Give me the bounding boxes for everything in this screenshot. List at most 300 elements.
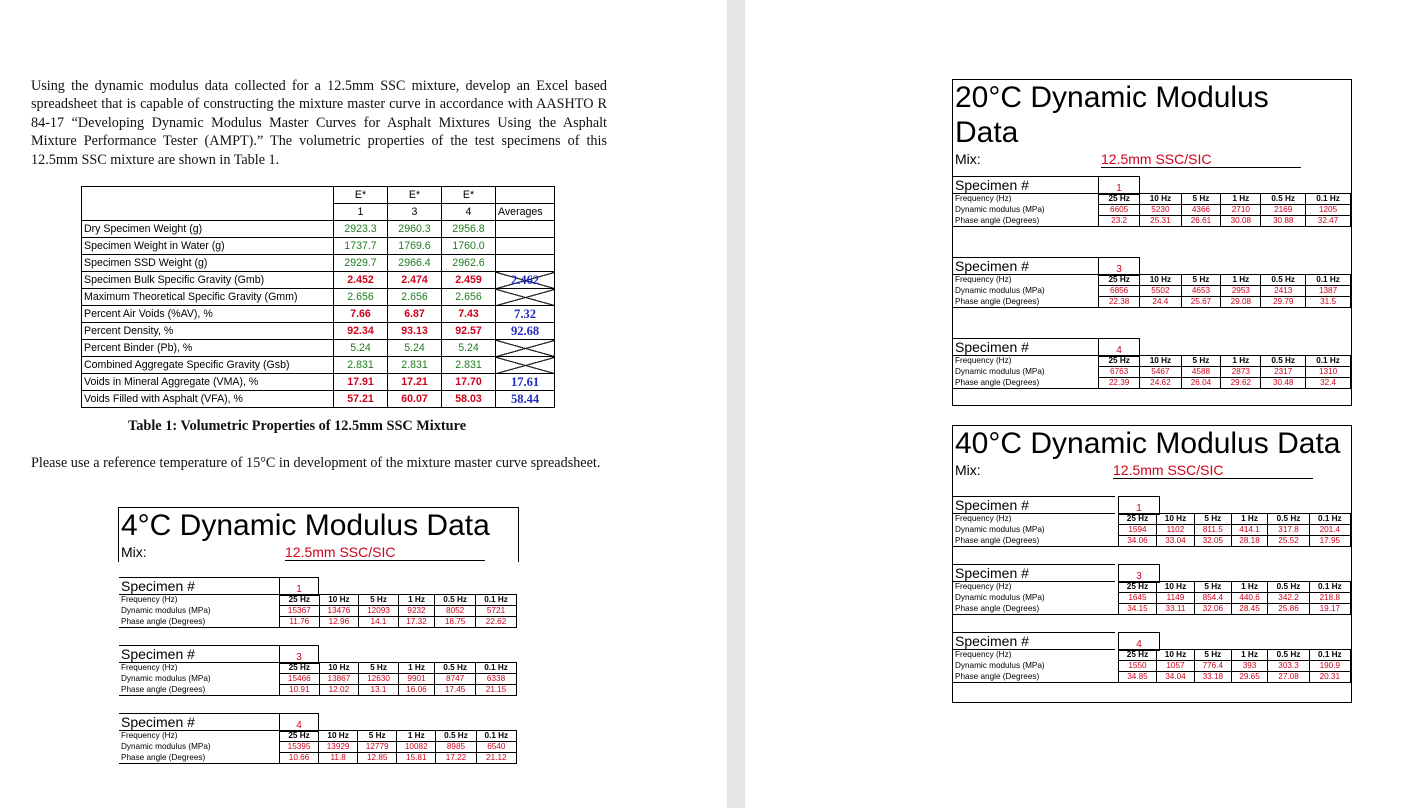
average-cell (496, 238, 555, 255)
phase-cell: 33.18 (1194, 672, 1231, 683)
phase-cell: 19.17 (1309, 604, 1350, 615)
mix-row (953, 461, 1351, 480)
row-label: Dynamic modulus (MPa) (955, 525, 1045, 534)
row-label: Dynamic modulus (MPa) (121, 606, 211, 615)
frequency-cell: 25 Hz (1119, 514, 1157, 525)
phase-cell: 13.1 (359, 685, 399, 696)
modulus-cell: 342.2 (1268, 593, 1309, 604)
phase-cell: 28.45 (1231, 604, 1268, 615)
modulus-cell: 2710 (1221, 205, 1261, 216)
header-estar: E* (442, 187, 496, 204)
row-label: Frequency (Hz) (955, 275, 1012, 284)
row-label: Phase angle (Degrees) (119, 753, 280, 764)
cell-value: 2.452 (334, 272, 388, 289)
cell-value: 58.03 (442, 391, 496, 408)
modulus-cell: 13476 (319, 606, 359, 617)
specimen-section (953, 257, 1351, 338)
cell-value: 2962.6 (442, 255, 496, 272)
frequency-cell: 0.1 Hz (1306, 194, 1351, 205)
table-row (82, 221, 555, 238)
table-row (82, 238, 555, 255)
phase-cell: 14.1 (359, 617, 399, 628)
specimen-section (953, 632, 1351, 700)
phase-cell: 25.67 (1181, 297, 1221, 308)
frequency-row (953, 650, 1351, 661)
frequency-cell: 25 Hz (280, 595, 320, 606)
frequency-row (953, 582, 1351, 593)
frequency-cell: 25 Hz (1119, 582, 1157, 593)
cell-value: 2.831 (442, 357, 496, 374)
frequency-cell: 0.5 Hz (1268, 582, 1309, 593)
specimen-label: Specimen # (953, 564, 1115, 582)
specimen-label: Specimen # (119, 645, 281, 663)
specimen-section (953, 496, 1351, 564)
frequency-cell: 5 Hz (1181, 356, 1221, 367)
phase-cell: 34.85 (1119, 672, 1157, 683)
phase-cell: 31.5 (1306, 297, 1351, 308)
modulus-cell: 6763 (1099, 367, 1140, 378)
cell-value: 2.831 (334, 357, 388, 374)
cell-value: 1769.6 (388, 238, 442, 255)
modulus-cell: 12779 (358, 742, 397, 753)
specimen-section (119, 713, 517, 781)
table-row (82, 340, 555, 357)
phase-cell: 17.32 (398, 617, 434, 628)
mix-value: 12.5mm SSC/SIC (1113, 462, 1313, 479)
phase-cell: 23.2 (1099, 216, 1140, 227)
modulus-cell: 1594 (1119, 525, 1157, 536)
row-label: Specimen SSD Weight (g) (82, 255, 334, 272)
mix-value: 12.5mm SSC/SIC (1101, 151, 1301, 168)
modulus-cell: 776.4 (1194, 661, 1231, 672)
cell-value: 2.474 (388, 272, 442, 289)
row-label: Phase angle (Degrees) (119, 685, 280, 696)
specimen-label: Specimen # (119, 713, 281, 731)
modulus-cell: 8985 (436, 742, 476, 753)
specimen-label: Specimen # (953, 338, 1115, 356)
dynamic-modulus-block-20c (952, 79, 1352, 406)
cell-value: 2.459 (442, 272, 496, 289)
row-label: Frequency (Hz) (121, 595, 178, 604)
modulus-row (953, 286, 1351, 297)
phase-cell: 30.48 (1261, 378, 1306, 389)
phase-cell: 12.85 (358, 753, 397, 764)
specimen-number: 1 (1098, 176, 1140, 195)
frequency-cell: 5 Hz (1194, 514, 1231, 525)
average-cell: 58.44 (496, 391, 555, 408)
row-label: Dynamic modulus (MPa) (955, 661, 1045, 670)
phase-cell: 28.18 (1231, 536, 1268, 547)
modulus-cell: 4588 (1181, 367, 1221, 378)
reference-temperature-paragraph: Please use a reference temperature of 15°C in development of the mixture master curve spreadsheet. (31, 455, 601, 471)
phase-row (119, 617, 517, 628)
specimen-label: Specimen # (953, 257, 1115, 275)
modulus-cell: 1102 (1156, 525, 1194, 536)
frequency-cell: 25 Hz (1119, 650, 1157, 661)
phase-cell: 27.08 (1268, 672, 1309, 683)
modulus-cell: 6540 (476, 742, 516, 753)
cell-value: 5.24 (442, 340, 496, 357)
frequency-cell: 0.5 Hz (435, 663, 476, 674)
row-label: Percent Density, % (82, 323, 334, 340)
frequency-cell: 1 Hz (1221, 356, 1261, 367)
frequency-cell: 1 Hz (1231, 650, 1268, 661)
modulus-cell: 9901 (398, 674, 434, 685)
modulus-cell: 15395 (280, 742, 319, 753)
frequency-cell: 0.5 Hz (1261, 275, 1306, 286)
phase-cell: 20.31 (1309, 672, 1350, 683)
modulus-cell: 5467 (1140, 367, 1181, 378)
frequency-cell: 25 Hz (1099, 194, 1140, 205)
block-title: 20°C Dynamic Modulus Data (955, 81, 1269, 149)
specimen-data-table (119, 730, 517, 764)
table-row (82, 374, 555, 391)
mix-row (953, 150, 1351, 169)
mix-label: Mix: (121, 544, 147, 560)
average-cell (496, 221, 555, 238)
modulus-cell: 5230 (1140, 205, 1181, 216)
frequency-cell: 0.5 Hz (1268, 650, 1309, 661)
specimen-section (953, 338, 1351, 419)
modulus-cell: 4366 (1181, 205, 1221, 216)
phase-cell: 21.12 (476, 753, 516, 764)
frequency-row (119, 663, 517, 674)
phase-cell: 32.06 (1194, 604, 1231, 615)
phase-cell: 12.96 (319, 617, 359, 628)
row-label: Frequency (Hz) (955, 194, 1012, 203)
row-label: Dynamic modulus (MPa) (955, 367, 1045, 376)
phase-cell: 29.79 (1261, 297, 1306, 308)
specimen-data-table (953, 581, 1351, 615)
header-blank-avg (496, 187, 555, 204)
row-label: Phase angle (Degrees) (953, 378, 1099, 389)
frequency-cell: 10 Hz (1156, 650, 1194, 661)
phase-cell: 21.15 (476, 685, 517, 696)
average-cell (496, 255, 555, 272)
cell-value: 1737.7 (334, 238, 388, 255)
frequency-cell: 1 Hz (398, 595, 434, 606)
frequency-cell: 5 Hz (358, 731, 397, 742)
specimen-data-table (953, 513, 1351, 547)
frequency-cell: 5 Hz (1194, 650, 1231, 661)
table-row (82, 306, 555, 323)
modulus-row (953, 525, 1351, 536)
phase-cell: 34.04 (1156, 672, 1194, 683)
cell-value: 93.13 (388, 323, 442, 340)
frequency-row (953, 514, 1351, 525)
specimen-number: 3 (1118, 564, 1160, 583)
modulus-cell: 1205 (1306, 205, 1351, 216)
cell-value: 7.43 (442, 306, 496, 323)
phase-cell: 25.86 (1268, 604, 1309, 615)
cell-value: 17.21 (388, 374, 442, 391)
specimen-section (119, 577, 517, 645)
row-label: Frequency (Hz) (955, 582, 1012, 591)
frequency-cell: 10 Hz (1140, 194, 1181, 205)
frequency-cell: 25 Hz (280, 663, 320, 674)
cell-value: 7.66 (334, 306, 388, 323)
modulus-row (953, 205, 1351, 216)
row-label: Frequency (Hz) (121, 663, 178, 672)
mix-row (119, 543, 518, 562)
row-label: Frequency (Hz) (955, 356, 1012, 365)
phase-cell: 17.45 (435, 685, 476, 696)
row-label: Percent Binder (Pb), % (82, 340, 334, 357)
modulus-cell: 1645 (1119, 593, 1157, 604)
phase-cell: 11.8 (319, 753, 358, 764)
cell-value: 2923.3 (334, 221, 388, 238)
phase-cell: 22.62 (476, 617, 517, 628)
frequency-cell: 1 Hz (398, 663, 434, 674)
average-cell (496, 357, 555, 374)
specimen-number: 1 (1118, 496, 1160, 515)
modulus-cell: 6856 (1099, 286, 1140, 297)
table-row (82, 255, 555, 272)
modulus-cell: 218.8 (1309, 593, 1350, 604)
modulus-row (953, 367, 1351, 378)
cell-value: 2960.3 (388, 221, 442, 238)
specimen-number: 4 (1098, 338, 1140, 357)
phase-row (119, 753, 517, 764)
frequency-cell: 5 Hz (1181, 275, 1221, 286)
modulus-cell: 854.4 (1194, 593, 1231, 604)
modulus-cell: 6605 (1099, 205, 1140, 216)
specimen-data-table (119, 662, 517, 696)
dynamic-modulus-block-40c (952, 425, 1352, 703)
cell-value: 1760.0 (442, 238, 496, 255)
cell-value: 2.831 (388, 357, 442, 374)
cell-value: 92.34 (334, 323, 388, 340)
row-label: Dynamic modulus (MPa) (121, 674, 211, 683)
cell-value: 5.24 (334, 340, 388, 357)
row-label: Phase angle (Degrees) (953, 297, 1099, 308)
header-blank (82, 187, 334, 221)
mix-value: 12.5mm SSC/SIC (285, 544, 485, 561)
frequency-cell: 0.5 Hz (1261, 356, 1306, 367)
modulus-cell: 8747 (435, 674, 476, 685)
modulus-cell: 303.3 (1268, 661, 1309, 672)
header-specimen-number: 3 (388, 204, 442, 221)
frequency-cell: 5 Hz (359, 595, 399, 606)
row-label: Dynamic modulus (MPa) (121, 742, 211, 751)
header-specimen-number: 1 (334, 204, 388, 221)
phase-cell: 34.15 (1119, 604, 1157, 615)
phase-row (953, 672, 1351, 683)
frequency-cell: 10 Hz (1156, 514, 1194, 525)
row-label: Specimen Weight in Water (g) (82, 238, 334, 255)
specimen-number: 4 (1118, 632, 1160, 651)
frequency-cell: 0.1 Hz (1309, 514, 1350, 525)
cell-value: 5.24 (388, 340, 442, 357)
row-label: Phase angle (Degrees) (953, 536, 1119, 547)
frequency-cell: 10 Hz (319, 663, 359, 674)
average-cell: 2.462 (496, 272, 555, 289)
row-label: Phase angle (Degrees) (953, 604, 1119, 615)
modulus-cell: 13929 (319, 742, 358, 753)
cell-value: 60.07 (388, 391, 442, 408)
specimen-section (953, 564, 1351, 632)
phase-row (953, 604, 1351, 615)
row-label: Voids Filled with Asphalt (VFA), % (82, 391, 334, 408)
phase-cell: 26.61 (1181, 216, 1221, 227)
mix-label: Mix: (955, 151, 981, 167)
phase-cell: 24.62 (1140, 378, 1181, 389)
row-label: Frequency (Hz) (955, 514, 1012, 523)
phase-cell: 30.88 (1261, 216, 1306, 227)
phase-cell: 11.76 (280, 617, 320, 628)
row-label: Dynamic modulus (MPa) (955, 286, 1045, 295)
modulus-cell: 6338 (476, 674, 517, 685)
modulus-cell: 12630 (359, 674, 399, 685)
modulus-cell: 2873 (1221, 367, 1261, 378)
modulus-cell: 2317 (1261, 367, 1306, 378)
row-label: Dry Specimen Weight (g) (82, 221, 334, 238)
row-label: Percent Air Voids (%AV), % (82, 306, 334, 323)
frequency-cell: 0.5 Hz (436, 731, 476, 742)
modulus-row (953, 593, 1351, 604)
phase-row (119, 685, 517, 696)
phase-cell: 33.11 (1156, 604, 1194, 615)
modulus-cell: 1149 (1156, 593, 1194, 604)
modulus-cell: 13867 (319, 674, 359, 685)
frequency-row (953, 194, 1351, 205)
modulus-cell: 9232 (398, 606, 434, 617)
table-row (82, 357, 555, 374)
phase-cell: 16.06 (398, 685, 434, 696)
table-row (82, 289, 555, 306)
specimen-number: 3 (1098, 257, 1140, 276)
frequency-cell: 10 Hz (319, 595, 359, 606)
table-caption: Table 1: Volumetric Properties of 12.5mm SSC Mixture (128, 418, 467, 434)
frequency-row (953, 356, 1351, 367)
frequency-cell: 1 Hz (1221, 194, 1261, 205)
page-gutter (727, 0, 745, 808)
cell-value: 2.656 (388, 289, 442, 306)
specimen-number: 1 (279, 577, 319, 596)
frequency-cell: 1 Hz (1231, 514, 1268, 525)
frequency-cell: 0.1 Hz (476, 731, 516, 742)
average-cell: 17.61 (496, 374, 555, 391)
intro-paragraph: Using the dynamic modulus data collected for a 12.5mm SSC mixture, develop an Excel based spreadsheet that is capable of constructing the mixture master curve in accordance with AASHTO R 84-17 “Developing Dynamic Modulus Master Curves for Asphalt Mixtures Using the Asphalt Mixture Performance Tester (AMPT).” The volumetric properties of the test specimens of this 12.5mm SSC mixture are shown in Table 1. (31, 78, 607, 168)
specimen-data-table (953, 274, 1351, 308)
modulus-cell: 1057 (1156, 661, 1194, 672)
frequency-cell: 10 Hz (1156, 582, 1194, 593)
specimen-label: Specimen # (953, 176, 1115, 194)
modulus-cell: 8052 (435, 606, 476, 617)
frequency-cell: 25 Hz (1099, 275, 1140, 286)
modulus-cell: 2953 (1221, 286, 1261, 297)
frequency-cell: 25 Hz (1099, 356, 1140, 367)
modulus-row (119, 674, 517, 685)
phase-cell: 33.04 (1156, 536, 1194, 547)
specimen-number: 4 (279, 713, 319, 732)
modulus-cell: 317.8 (1268, 525, 1309, 536)
block-title: 40°C Dynamic Modulus Data (955, 427, 1341, 460)
phase-row (953, 216, 1351, 227)
phase-cell: 10.91 (280, 685, 320, 696)
frequency-cell: 1 Hz (397, 731, 436, 742)
frequency-cell: 0.1 Hz (1306, 356, 1351, 367)
row-label: Combined Aggregate Specific Gravity (Gsb) (82, 357, 334, 374)
phase-cell: 32.47 (1306, 216, 1351, 227)
row-label: Frequency (Hz) (121, 731, 178, 740)
frequency-cell: 0.5 Hz (435, 595, 476, 606)
average-cell: 92.68 (496, 323, 555, 340)
average-cell (496, 289, 555, 306)
average-cell: 7.32 (496, 306, 555, 323)
header-estar: E* (334, 187, 388, 204)
row-label: Dynamic modulus (MPa) (955, 593, 1045, 602)
modulus-cell: 2413 (1261, 286, 1306, 297)
header-averages: Averages (496, 204, 555, 221)
phase-cell: 25.31 (1140, 216, 1181, 227)
phase-cell: 32.05 (1194, 536, 1231, 547)
block-title: 4°C Dynamic Modulus Data (121, 509, 490, 542)
specimen-data-table (953, 193, 1351, 227)
modulus-row (119, 606, 517, 617)
row-label: Phase angle (Degrees) (953, 216, 1099, 227)
cell-value: 2.656 (334, 289, 388, 306)
frequency-cell: 10 Hz (1140, 356, 1181, 367)
mix-label: Mix: (955, 462, 981, 478)
modulus-cell: 2169 (1261, 205, 1306, 216)
phase-cell: 29.62 (1221, 378, 1261, 389)
cell-value: 2929.7 (334, 255, 388, 272)
row-label: Phase angle (Degrees) (953, 672, 1119, 683)
modulus-cell: 440.6 (1231, 593, 1268, 604)
modulus-row (119, 742, 517, 753)
specimen-section (119, 645, 517, 713)
cell-value: 6.87 (388, 306, 442, 323)
specimen-number: 3 (279, 645, 319, 664)
modulus-cell: 5721 (476, 606, 517, 617)
frequency-row (953, 275, 1351, 286)
cell-value: 57.21 (334, 391, 388, 408)
phase-cell: 18.75 (435, 617, 476, 628)
row-label: Maximum Theoretical Specific Gravity (Gmm) (82, 289, 334, 306)
frequency-cell: 5 Hz (1181, 194, 1221, 205)
phase-cell: 10.66 (280, 753, 319, 764)
modulus-cell: 201.4 (1309, 525, 1350, 536)
specimen-label: Specimen # (953, 496, 1115, 514)
frequency-cell: 5 Hz (359, 663, 399, 674)
phase-cell: 29.08 (1221, 297, 1261, 308)
modulus-cell: 15367 (280, 606, 320, 617)
modulus-cell: 15466 (280, 674, 320, 685)
phase-cell: 32.4 (1306, 378, 1351, 389)
frequency-cell: 1 Hz (1231, 582, 1268, 593)
frequency-cell: 0.1 Hz (1309, 650, 1350, 661)
phase-cell: 24.4 (1140, 297, 1181, 308)
phase-cell: 22.38 (1099, 297, 1140, 308)
frequency-cell: 10 Hz (1140, 275, 1181, 286)
frequency-row (119, 595, 517, 606)
cell-value: 92.57 (442, 323, 496, 340)
phase-cell: 26.04 (1181, 378, 1221, 389)
phase-row (953, 297, 1351, 308)
specimen-section (953, 176, 1351, 257)
modulus-cell: 10082 (397, 742, 436, 753)
specimen-data-table (953, 649, 1351, 683)
frequency-cell: 0.1 Hz (476, 595, 517, 606)
cell-value: 2.656 (442, 289, 496, 306)
phase-cell: 15.81 (397, 753, 436, 764)
row-label: Phase angle (Degrees) (119, 617, 280, 628)
modulus-cell: 1310 (1306, 367, 1351, 378)
frequency-row (119, 731, 517, 742)
row-label: Dynamic modulus (MPa) (955, 205, 1045, 214)
phase-cell: 12.02 (319, 685, 359, 696)
